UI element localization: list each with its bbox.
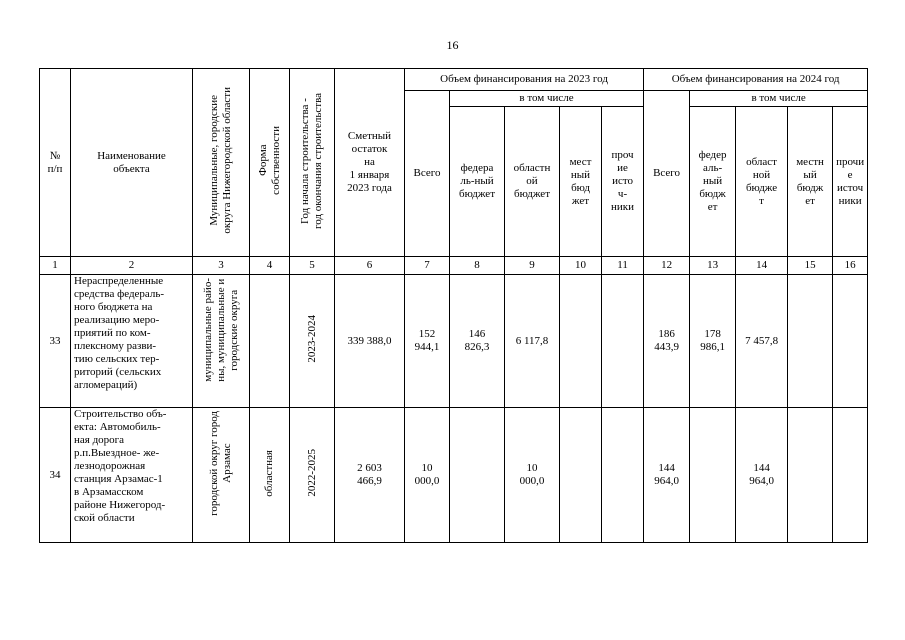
estimate-cell: 2 603 466,9 [335, 408, 405, 543]
header-regional-2024: област ной бюдже т [736, 107, 788, 257]
federal-2024-cell: 178 986,1 [690, 275, 736, 408]
ownership-text: областная [263, 449, 275, 497]
header-years [290, 69, 335, 257]
header-municipal [193, 69, 250, 257]
header-ownership-text: Форма собственности [256, 126, 282, 195]
header-federal-2023: федера ль-ный бюджет [450, 107, 505, 257]
financing-table [39, 68, 868, 543]
header-municipal-text: Муниципальные, городские округа Нижегородской области [208, 87, 233, 234]
column-number: 1 [40, 257, 71, 275]
years-cell [290, 408, 335, 543]
local-2024-cell [788, 275, 833, 408]
total-2023-cell: 10 000,0 [405, 408, 450, 543]
column-number: 5 [290, 257, 335, 275]
ownership-cell [250, 408, 290, 543]
header-estimate: Сметный остаток на 1 января 2023 года [335, 69, 405, 257]
other-2024-cell [833, 275, 868, 408]
municipal-text: муниципальные райо- ны, муниципальные и городские округа [201, 278, 240, 382]
column-number: 7 [405, 257, 450, 275]
header-num: № п/п [40, 69, 71, 257]
header-total-2023: Всего [405, 91, 450, 257]
object-name: Строительство объ- екта: Автомобиль- ная дорога р.п.Выездное- же- лезнодорожная станция Арзамас-1 в Арзамасском районе Нижегород- ской области [71, 408, 193, 543]
regional-2023-cell: 6 117,8 [505, 275, 560, 408]
other-2023-cell [602, 275, 644, 408]
header-regional-2023: областн ой бюджет [505, 107, 560, 257]
table-row [40, 408, 868, 543]
total-2024-cell: 186 443,9 [644, 275, 690, 408]
regional-2024-cell: 144 964,0 [736, 408, 788, 543]
header-group-2023: Объем финансирования на 2023 год [405, 69, 644, 91]
column-number: 9 [505, 257, 560, 275]
table-row [40, 275, 868, 408]
header-including-2024: в том числе [690, 91, 868, 107]
column-number: 15 [788, 257, 833, 275]
header-name: Наименование объекта [71, 69, 193, 257]
column-number: 16 [833, 257, 868, 275]
years-cell [290, 275, 335, 408]
local-2024-cell [788, 408, 833, 543]
federal-2023-cell: 146 826,3 [450, 275, 505, 408]
column-number-row [40, 257, 868, 275]
row-num: 33 [40, 275, 71, 408]
municipal-cell [193, 275, 250, 408]
page-number: 16 [446, 38, 459, 52]
column-number: 14 [736, 257, 788, 275]
column-number: 13 [690, 257, 736, 275]
federal-2023-cell [450, 408, 505, 543]
column-number: 2 [71, 257, 193, 275]
column-number: 12 [644, 257, 690, 275]
regional-2024-cell: 7 457,8 [736, 275, 788, 408]
header-other-2023: проч ие исто ч- ники [602, 107, 644, 257]
column-number: 6 [335, 257, 405, 275]
total-2024-cell: 144 964,0 [644, 408, 690, 543]
header-local-2024: местн ый бюдж ет [788, 107, 833, 257]
header-row-1 [40, 69, 868, 91]
local-2023-cell [560, 408, 602, 543]
header-local-2023: мест ный бюд жет [560, 107, 602, 257]
header-group-2024: Объем финансирования на 2024 год [644, 69, 868, 91]
column-number: 4 [250, 257, 290, 275]
other-2024-cell [833, 408, 868, 543]
column-number: 10 [560, 257, 602, 275]
municipal-text: городской округ город Арзамас [208, 411, 233, 516]
years-text: 2023-2024 [305, 315, 318, 363]
header-total-2024: Всего [644, 91, 690, 257]
header-years-text: Год начала строительства - год окончания строительства [299, 92, 324, 229]
header-including-2023: в том числе [450, 91, 644, 107]
estimate-cell: 339 388,0 [335, 275, 405, 408]
column-number: 8 [450, 257, 505, 275]
header-other-2024: прочи е источ ники [833, 107, 868, 257]
header-ownership [250, 69, 290, 257]
other-2023-cell [602, 408, 644, 543]
years-text: 2022-2025 [305, 449, 318, 497]
local-2023-cell [560, 275, 602, 408]
column-number: 3 [193, 257, 250, 275]
total-2023-cell: 152 944,1 [405, 275, 450, 408]
object-name: Нераспределенные средства федераль- ного бюджета на реализацию меро- приятий по ком- плексному разви- тию сельских тер- риторий (сельских агломераций) [71, 275, 193, 408]
row-num: 34 [40, 408, 71, 543]
municipal-cell [193, 408, 250, 543]
header-federal-2024: федер аль- ный бюдж ет [690, 107, 736, 257]
column-number: 11 [602, 257, 644, 275]
ownership-cell [250, 275, 290, 408]
federal-2024-cell [690, 408, 736, 543]
regional-2023-cell: 10 000,0 [505, 408, 560, 543]
